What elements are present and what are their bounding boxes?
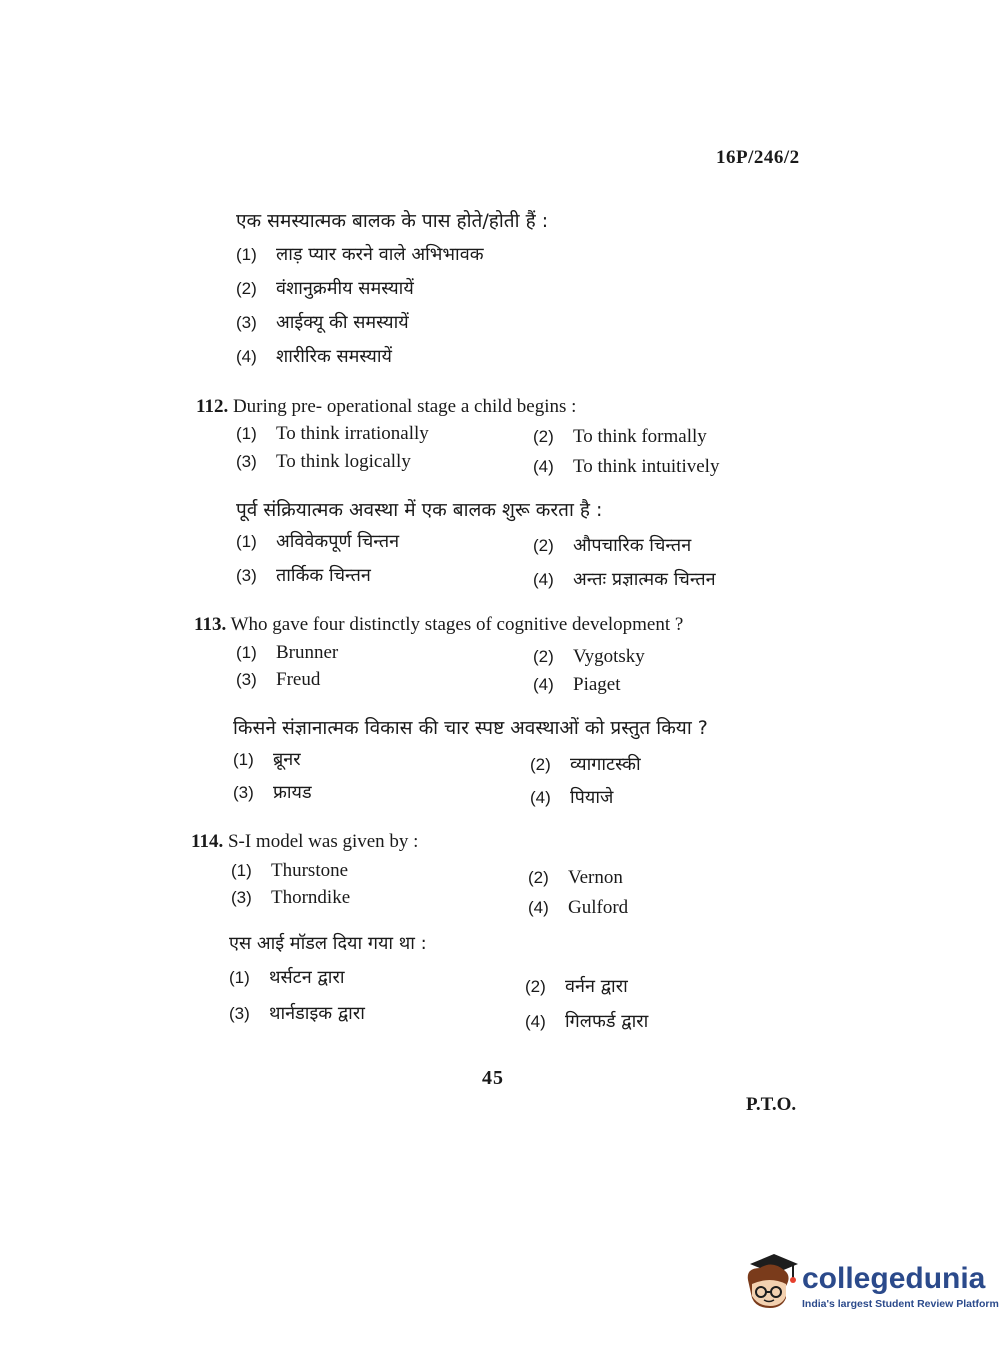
q113-hindi-option-4 — [530, 785, 613, 809]
option-number: (2) — [533, 647, 554, 666]
question-text: S-I model was given by : — [227, 831, 419, 852]
option-number: (4) — [525, 1012, 546, 1031]
option-number: (1) — [229, 968, 250, 987]
q111-hindi-option-3 — [236, 310, 409, 334]
option-text: अविवेकपूर्ण चिन्तन — [276, 531, 400, 552]
mascot-icon — [742, 1250, 800, 1314]
q113-hindi-option-1 — [233, 747, 301, 771]
option-number: (1) — [236, 532, 257, 551]
option-text: Piaget — [573, 674, 621, 695]
option-text: लाड़ प्यार करने वाले अभिभावक — [276, 244, 484, 265]
q113-hindi-option-2 — [530, 752, 641, 776]
q114-option-3 — [231, 887, 350, 909]
q112-hindi-option-1 — [236, 529, 399, 553]
question-number: 112. — [196, 396, 229, 417]
q113-option-2 — [533, 646, 645, 668]
q114-option-1 — [231, 860, 348, 882]
q114-hindi-option-2 — [525, 974, 628, 998]
option-text: Vygotsky — [573, 646, 645, 667]
option-number: (2) — [525, 977, 546, 996]
option-text: अन्तः प्रज्ञात्मक चिन्तन — [573, 569, 716, 590]
option-text: Brunner — [276, 642, 339, 663]
option-text: Thurstone — [271, 860, 349, 881]
logo-wordmark: collegedunia — [802, 1262, 986, 1295]
q114-hindi-option-1 — [229, 965, 345, 989]
option-text: आईक्यू की समस्यायें — [276, 312, 409, 333]
q114-hindi-option-4 — [525, 1009, 648, 1033]
q112-hindi-option-3 — [236, 563, 371, 587]
option-text: Freud — [276, 669, 321, 690]
question-text: Who gave four distinctly stages of cognitive development ? — [230, 614, 684, 635]
q114-option-2 — [528, 867, 623, 889]
option-text: शारीरिक समस्यायें — [276, 346, 392, 367]
q112-hindi-option-2 — [533, 533, 691, 557]
option-number: (4) — [236, 347, 257, 366]
option-text: थार्नडाइक द्वारा — [269, 1003, 365, 1024]
option-number: (4) — [528, 898, 549, 917]
option-number: (4) — [533, 570, 554, 589]
option-number: (3) — [229, 1004, 250, 1023]
q112-option-4 — [533, 456, 719, 478]
option-number: (3) — [233, 783, 254, 802]
collegedunia-logo — [742, 1250, 999, 1320]
option-number: (3) — [236, 670, 257, 689]
option-text: फ्रायड — [273, 782, 312, 803]
option-text: To think formally — [573, 426, 707, 447]
question-text: During pre- operational stage a child begins : — [232, 396, 577, 417]
q114-hindi-question: एस आई मॉडल दिया गया था : — [229, 933, 427, 954]
q113-hindi-option-3 — [233, 780, 312, 804]
q112-option-1 — [236, 423, 429, 445]
option-text: Vernon — [568, 867, 623, 888]
option-number: (2) — [533, 427, 554, 446]
option-text: गिलफर्ड द्वारा — [565, 1011, 649, 1032]
option-text: तार्किक चिन्तन — [276, 565, 371, 586]
q113-hindi-question: किसने संज्ञानात्मक विकास की चार स्पष्ट अवस्थाओं को प्रस्तुत किया ? — [233, 717, 708, 739]
pto-label: P.T.O. — [746, 1094, 797, 1115]
option-text: वंशानुक्रमीय समस्यायें — [276, 278, 414, 299]
option-number: (2) — [530, 755, 551, 774]
logo-tagline: India's largest Student Review Platform — [802, 1298, 999, 1310]
question-number: 114. — [191, 831, 224, 852]
q111-hindi-question: एक समस्यात्मक बालक के पास होते/होती हैं : — [236, 210, 549, 232]
q113-option-4 — [533, 674, 621, 696]
option-number: (2) — [533, 536, 554, 555]
option-number: (1) — [233, 750, 254, 769]
option-text: To think irrationally — [276, 423, 429, 444]
q112-option-3 — [236, 451, 411, 473]
page-number: 45 — [482, 1067, 504, 1089]
option-number: (1) — [236, 245, 257, 264]
option-number: (4) — [533, 457, 554, 476]
q113-option-1 — [236, 642, 338, 664]
option-number: (1) — [236, 424, 257, 443]
option-number: (3) — [231, 888, 252, 907]
option-text: ब्रूनर — [273, 749, 301, 770]
q111-hindi-option-4 — [236, 344, 392, 368]
q114-hindi-option-3 — [229, 1001, 365, 1025]
q114-option-4 — [528, 897, 628, 919]
paper-code: 16P/246/2 — [716, 147, 800, 168]
q114-question — [191, 831, 418, 853]
option-number: (1) — [236, 643, 257, 662]
option-text: Thorndike — [271, 887, 351, 908]
option-number: (3) — [236, 452, 257, 471]
q112-hindi-option-4 — [533, 567, 716, 591]
option-number: (2) — [528, 868, 549, 887]
option-number: (3) — [236, 313, 257, 332]
q111-hindi-option-2 — [236, 276, 414, 300]
option-text: औपचारिक चिन्तन — [573, 535, 692, 556]
option-number: (3) — [236, 566, 257, 585]
option-text: To think logically — [276, 451, 411, 472]
option-text: Gulford — [568, 897, 629, 918]
q112-option-2 — [533, 426, 707, 448]
q113-option-3 — [236, 669, 320, 691]
q112-question — [196, 396, 576, 418]
option-number: (1) — [231, 861, 252, 880]
q112-hindi-question: पूर्व संक्रियात्मक अवस्था में एक बालक शुरू करता है : — [236, 499, 603, 521]
option-text: To think intuitively — [573, 456, 720, 477]
question-number: 113. — [194, 614, 227, 635]
option-number: (4) — [533, 675, 554, 694]
option-text: थर्सटन द्वारा — [269, 967, 345, 988]
option-number: (4) — [530, 788, 551, 807]
q113-question — [194, 614, 683, 636]
option-number: (2) — [236, 279, 257, 298]
option-text: वर्नन द्वारा — [565, 976, 628, 997]
option-text: पियाजे — [570, 787, 614, 808]
option-text: व्यागाटस्की — [570, 754, 641, 775]
q111-hindi-option-1 — [236, 242, 484, 266]
